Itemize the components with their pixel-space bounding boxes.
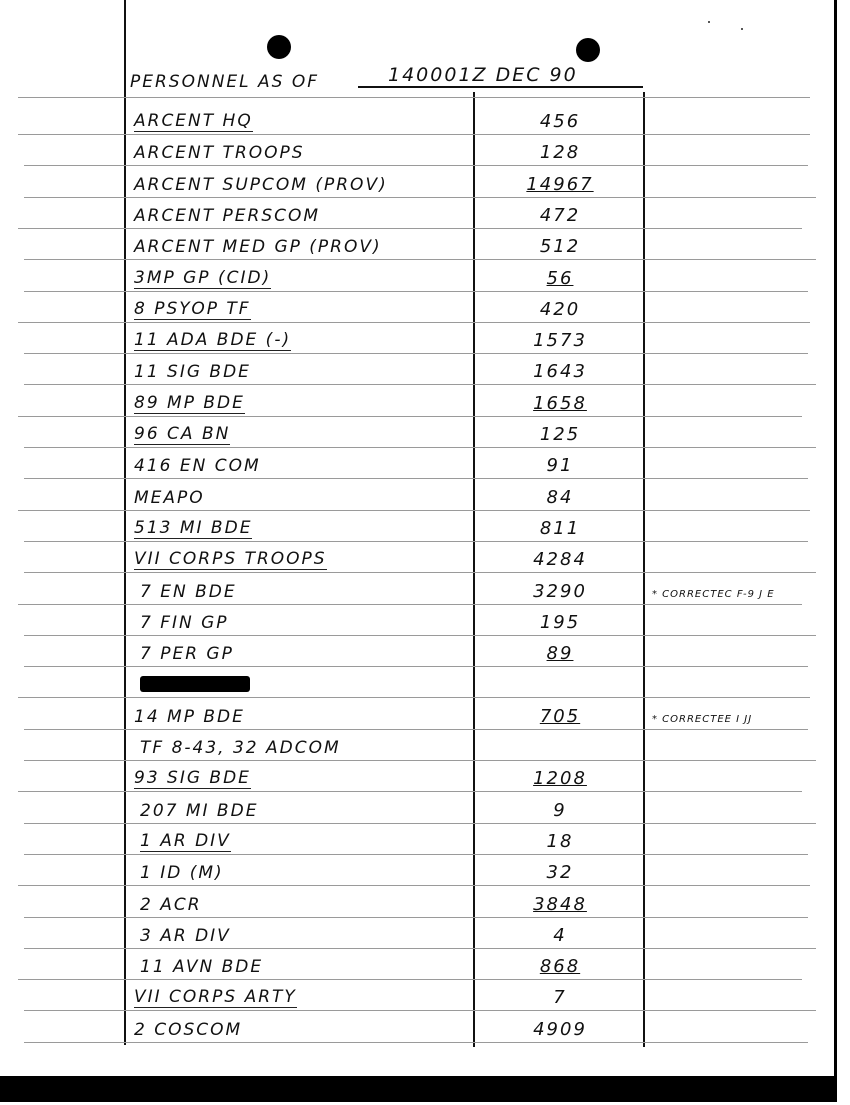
unit-name: ARCENT PERSCOM <box>134 206 321 226</box>
unit-name: ARCENT TROOPS <box>134 143 305 163</box>
table-row <box>0 887 850 917</box>
unit-name: 11 ADA BDE (-) <box>134 330 292 350</box>
table-row <box>0 167 850 197</box>
header-label: PERSONNEL AS OF <box>130 72 320 92</box>
personnel-count: 4284 <box>533 549 587 570</box>
unit-name: 513 MI BDE <box>134 518 253 538</box>
unit-name: 2 ACR <box>140 895 202 915</box>
redaction-block <box>140 676 250 692</box>
personnel-count: 1643 <box>533 361 587 382</box>
unit-name: ARCENT MED GP (PROV) <box>134 237 382 257</box>
unit-name: 8 PSYOP TF <box>134 299 251 319</box>
table-row <box>0 135 850 165</box>
table-row <box>0 730 850 760</box>
ruled-line <box>24 572 816 573</box>
unit-name: ARCENT SUPCOM (PROV) <box>134 175 388 195</box>
personnel-count: 9 <box>553 800 567 821</box>
unit-name: 11 SIG BDE <box>134 362 251 382</box>
unit-name: 11 AVN BDE <box>140 957 264 977</box>
unit-name: 416 EN COM <box>134 456 261 476</box>
personnel-header <box>130 64 650 94</box>
table-row <box>0 292 850 322</box>
table-row <box>0 448 850 478</box>
table-row <box>0 855 850 885</box>
ruled-line <box>18 97 810 98</box>
ruled-line <box>24 165 808 166</box>
table-row <box>0 354 850 384</box>
unit-name: VII CORPS TROOPS <box>134 549 327 569</box>
table-row <box>0 1012 850 1042</box>
personnel-count: 456 <box>539 111 581 132</box>
unit-name: 3 AR DIV <box>140 926 231 946</box>
personnel-count: 811 <box>539 518 581 539</box>
personnel-count: 1208 <box>533 768 587 789</box>
ruled-line <box>24 1042 808 1043</box>
table-row <box>0 918 850 948</box>
table-row <box>0 605 850 635</box>
table-row <box>0 574 850 604</box>
personnel-count: 4909 <box>533 1019 587 1040</box>
unit-name: 7 PER GP <box>140 644 234 664</box>
scan-speck <box>708 21 710 23</box>
table-row <box>0 699 850 729</box>
correction-note: * CORRECTEC F-9 J E <box>652 589 775 600</box>
punch-hole-right <box>576 38 600 62</box>
table-row <box>0 636 850 666</box>
personnel-count: 14967 <box>526 174 594 195</box>
personnel-count: 128 <box>539 142 581 163</box>
table-row <box>0 793 850 823</box>
table-row <box>0 542 850 572</box>
unit-name: 93 SIG BDE <box>134 768 251 788</box>
ruled-line <box>18 885 810 886</box>
table-row <box>0 480 850 510</box>
ruled-line <box>24 384 816 385</box>
personnel-count: 420 <box>539 299 581 320</box>
header-date: 140001Z DEC 90 <box>358 64 643 88</box>
unit-name: 89 MP BDE <box>134 393 245 413</box>
personnel-count: 3290 <box>533 581 587 602</box>
personnel-count: 32 <box>546 862 574 883</box>
personnel-count: 195 <box>539 612 581 633</box>
ruled-line <box>24 1010 816 1011</box>
personnel-count: 1573 <box>533 330 587 351</box>
unit-name: 1 AR DIV <box>140 831 231 851</box>
unit-name: 96 CA BN <box>134 424 231 444</box>
unit-name: MEAPO <box>134 488 205 508</box>
personnel-count: 4 <box>553 925 567 946</box>
ruled-line <box>18 791 802 792</box>
unit-name: 207 MI BDE <box>140 801 259 821</box>
table-row <box>0 323 850 353</box>
table-row <box>0 386 850 416</box>
personnel-count: 705 <box>539 706 581 727</box>
unit-name: ARCENT HQ <box>134 111 253 131</box>
personnel-count: 3848 <box>533 894 587 915</box>
table-row <box>0 824 850 854</box>
personnel-count: 84 <box>546 487 574 508</box>
table-row <box>0 261 850 291</box>
personnel-count: 56 <box>546 268 574 289</box>
table-row <box>0 229 850 259</box>
personnel-count: 1658 <box>533 393 587 414</box>
personnel-count: 512 <box>539 236 581 257</box>
personnel-count: 868 <box>539 956 581 977</box>
personnel-count: 91 <box>546 455 574 476</box>
table-row <box>0 949 850 979</box>
table-row <box>0 198 850 228</box>
scan-speck <box>741 28 743 30</box>
punch-hole-left <box>267 35 291 59</box>
ruled-line <box>24 478 808 479</box>
correction-note: * CORRECTEE I JJ <box>652 714 753 725</box>
unit-name: 7 FIN GP <box>140 613 229 633</box>
table-row <box>0 417 850 447</box>
unit-name: 2 COSCOM <box>134 1020 243 1040</box>
table-row <box>0 104 850 134</box>
unit-name: 3MP GP (CID) <box>134 268 272 288</box>
table-row <box>0 980 850 1010</box>
unit-name: TF 8-43, 32 ADCOM <box>140 738 341 758</box>
personnel-count: 472 <box>539 205 581 226</box>
ruled-line <box>18 697 810 698</box>
ruled-line <box>24 259 816 260</box>
unit-name: 7 EN BDE <box>140 582 237 602</box>
scan-bottom-border <box>0 1076 837 1102</box>
personnel-count: 18 <box>546 831 574 852</box>
personnel-count: 89 <box>546 643 574 664</box>
unit-name: VII CORPS ARTY <box>134 987 297 1007</box>
table-row <box>0 667 850 697</box>
personnel-count: 125 <box>539 424 581 445</box>
table-row <box>0 761 850 791</box>
table-row <box>0 511 850 541</box>
personnel-count: 7 <box>553 987 567 1008</box>
unit-name: 1 ID (M) <box>140 863 224 883</box>
unit-name: 14 MP BDE <box>134 707 245 727</box>
